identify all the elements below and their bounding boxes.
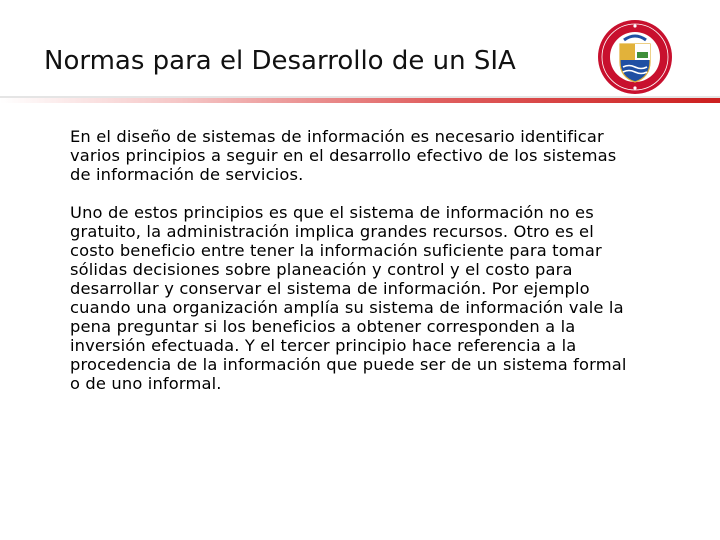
- text-line: o de uno informal.: [70, 374, 222, 393]
- text-line: desarrollar y conservar el sistema de información. Por ejemplo: [70, 279, 590, 298]
- text-line: de información de servicios.: [70, 165, 304, 184]
- title-underline: [0, 96, 720, 102]
- university-seal-icon: [596, 14, 674, 100]
- text-line: costo beneficio entre tener la información suficiente para tomar: [70, 241, 602, 260]
- text-line: gratuito, la administración implica grandes recursos. Otro es el: [70, 222, 594, 241]
- paragraph-principles: [70, 203, 685, 393]
- slide-title: Normas para el Desarrollo de un SIA: [44, 46, 516, 76]
- text-line: cuando una organización amplía su sistema de información vale la: [70, 298, 624, 317]
- slide-body: [70, 127, 685, 412]
- paragraph-intro: [70, 127, 685, 184]
- text-line: sólidas decisiones sobre planeación y control y el costo para: [70, 260, 573, 279]
- text-line: procedencia de la información que puede ser de un sistema formal: [70, 355, 627, 374]
- text-line: inversión efectuada. Y el tercer principio hace referencia a la: [70, 336, 577, 355]
- text-line: En el diseño de sistemas de información es necesario identificar: [70, 127, 604, 146]
- text-line: Uno de estos principios es que el sistema de información no es: [70, 203, 594, 222]
- text-line: pena preguntar si los beneficios a obtener corresponden a la: [70, 317, 576, 336]
- text-line: varios principios a seguir en el desarrollo efectivo de los sistemas: [70, 146, 617, 165]
